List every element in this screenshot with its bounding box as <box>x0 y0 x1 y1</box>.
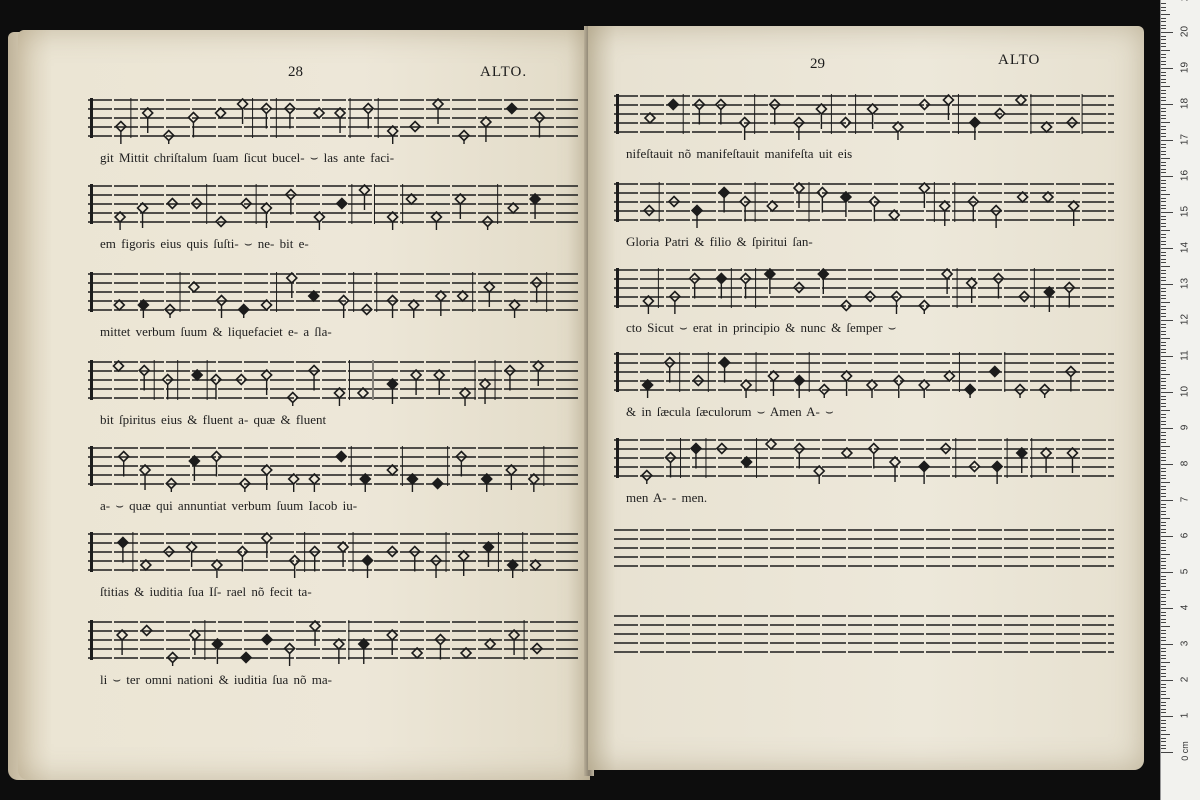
clef-bar <box>90 446 93 486</box>
ruler-tick <box>1161 43 1166 44</box>
ruler-tick <box>1161 255 1166 256</box>
ruler-tick <box>1161 432 1166 433</box>
ruler-tick <box>1161 439 1166 440</box>
ruler-tick <box>1161 565 1166 566</box>
ruler-tick <box>1161 388 1166 389</box>
clef-bar <box>616 182 619 222</box>
lyric-line: cto Sicut ⌣ erat in principio & nunc & ſemper ⌣ <box>626 320 897 335</box>
right-page-number: 29 <box>810 56 825 72</box>
ruler-tick <box>1161 568 1166 569</box>
ruler-tick <box>1161 82 1166 83</box>
ruler-tick <box>1161 558 1166 559</box>
ruler-tick <box>1161 273 1166 274</box>
ruler-number: 4 <box>1179 604 1191 611</box>
music-staff <box>88 528 578 578</box>
note-head <box>337 199 347 209</box>
ruler-number: 9 <box>1179 424 1191 431</box>
ruler-tick <box>1161 352 1166 353</box>
ruler-tick <box>1161 212 1173 213</box>
ruler-number: 17 <box>1179 133 1191 146</box>
note-head <box>118 538 128 548</box>
ruler-tick <box>1161 691 1166 692</box>
ruler-tick <box>1161 295 1166 296</box>
ruler-number: 6 <box>1179 532 1191 539</box>
ruler-tick <box>1161 644 1173 645</box>
ruler-tick <box>1161 540 1166 541</box>
ruler-tick <box>1161 223 1166 224</box>
music-staff <box>88 268 578 318</box>
ruler-tick <box>1161 370 1166 371</box>
ruler-tick <box>1161 302 1170 303</box>
ruler-tick <box>1161 324 1166 325</box>
ruler-tick <box>1161 709 1166 710</box>
ruler-tick <box>1161 676 1166 677</box>
ruler-tick <box>1161 669 1166 670</box>
ruler-tick <box>1161 104 1173 105</box>
music-staff <box>614 348 1114 398</box>
right-running-head: ALTO <box>998 52 1041 68</box>
ruler-tick <box>1161 147 1166 148</box>
ruler-tick <box>1161 151 1166 152</box>
ruler-tick <box>1161 226 1166 227</box>
ruler-tick <box>1161 327 1166 328</box>
ruler-tick <box>1161 259 1166 260</box>
ruler-tick <box>1161 378 1166 379</box>
clef-bar <box>90 184 93 224</box>
music-staff <box>88 616 578 666</box>
lyric-line: Gloria Patri & filio & ſpiritui ſan- <box>626 234 813 249</box>
ruler-tick <box>1161 187 1166 188</box>
ruler-tick <box>1161 745 1166 746</box>
ruler-tick <box>1161 57 1166 58</box>
ruler-tick <box>1161 428 1173 429</box>
ruler-tick <box>1161 360 1166 361</box>
ruler-tick <box>1161 158 1170 159</box>
lyric-line: a- ⌣ quæ qui annuntiat verbum ſuum Iacob iu- <box>100 498 358 513</box>
ruler-tick <box>1161 100 1166 101</box>
note-head <box>970 118 980 128</box>
ruler-tick <box>1161 626 1170 627</box>
ruler-tick <box>1161 504 1166 505</box>
ruler-tick <box>1161 172 1166 173</box>
ruler-tick <box>1161 460 1166 461</box>
ruler-tick <box>1161 518 1170 519</box>
ruler-tick <box>1161 208 1166 209</box>
note-head <box>990 367 1000 377</box>
clef-bar <box>90 532 93 572</box>
ruler-tick <box>1161 28 1166 29</box>
ruler-tick <box>1161 230 1170 231</box>
ruler-tick <box>1161 79 1166 80</box>
ruler-tick <box>1161 291 1166 292</box>
music-staff <box>614 264 1114 314</box>
note-head <box>719 188 729 198</box>
ruler-tick <box>1161 608 1173 609</box>
ruler-tick <box>1161 666 1166 667</box>
note-head <box>336 452 346 462</box>
ruler-tick <box>1161 435 1166 436</box>
ruler-tick <box>1161 594 1166 595</box>
lyric-line: men A- - men. <box>626 490 708 505</box>
note-head <box>239 305 249 315</box>
ruler-tick <box>1161 50 1170 51</box>
clef-bar <box>616 268 619 308</box>
note-head <box>241 653 251 663</box>
ruler-tick <box>1161 262 1166 263</box>
ruler-tick <box>1161 169 1166 170</box>
lyric-line: nifeſtauit nõ manifeſtauit manifeſta uit eis <box>626 146 853 161</box>
ruler-tick <box>1161 381 1166 382</box>
ruler-tick <box>1161 655 1166 656</box>
ruler-tick <box>1161 561 1166 562</box>
lyric-line: git Mittit chriſtalum ſuam ſicut bucel- ⌣ las ante faci- <box>100 150 395 165</box>
ruler-tick <box>1161 532 1166 533</box>
note-head <box>262 635 272 645</box>
ruler-tick <box>1161 75 1166 76</box>
ruler-tick <box>1161 54 1166 55</box>
ruler-tick <box>1161 122 1170 123</box>
ruler-tick <box>1161 219 1166 220</box>
ruler-tick <box>1161 86 1170 87</box>
ruler-tick <box>1161 748 1166 749</box>
ruler-tick <box>1161 615 1166 616</box>
ruler-tick <box>1161 453 1166 454</box>
note-head <box>720 358 730 368</box>
ruler-tick <box>1161 61 1166 62</box>
right-page <box>588 26 1144 770</box>
lyric-line: & in ſæcula ſæculorum ⌣ Amen A- ⌣ <box>626 404 834 419</box>
ruler-tick <box>1161 313 1166 314</box>
ruler-tick <box>1161 385 1166 386</box>
ruler-tick <box>1161 363 1166 364</box>
music-staff <box>88 356 578 406</box>
ruler-tick <box>1161 320 1173 321</box>
ruler-tick <box>1161 738 1166 739</box>
note-head <box>668 100 678 110</box>
lyric-line: li ⌣ ter omni nationi & iuditia ſua nõ ma- <box>100 672 332 687</box>
ruler-tick <box>1161 489 1166 490</box>
note-head <box>507 104 517 114</box>
left-running-head: ALTO. <box>480 64 528 80</box>
ruler-number: 11 <box>1179 350 1191 361</box>
ruler-tick <box>1161 284 1173 285</box>
left-page-number: 28 <box>288 64 303 80</box>
ruler-tick <box>1161 522 1166 523</box>
ruler-tick <box>1161 511 1166 512</box>
ruler-tick <box>1161 658 1166 659</box>
note-head <box>692 206 702 216</box>
ruler-tick <box>1161 705 1166 706</box>
ruler-tick <box>1161 468 1166 469</box>
ruler-tick <box>1161 72 1166 73</box>
lyric-line: ſtitias & iuditia ſua Iſ- rael nõ fecit ta- <box>100 584 312 599</box>
ruler-number: 8 <box>1179 460 1191 467</box>
ruler-tick <box>1161 723 1166 724</box>
note-head <box>691 444 701 454</box>
ruler-tick <box>1161 118 1166 119</box>
ruler-tick <box>1161 482 1170 483</box>
ruler-tick <box>1161 277 1166 278</box>
ruler-tick <box>1161 612 1166 613</box>
ruler-tick <box>1161 680 1173 681</box>
ruler-tick <box>1161 64 1166 65</box>
ruler-tick <box>1161 25 1166 26</box>
clef-bar <box>90 360 93 400</box>
ruler-tick <box>1161 554 1170 555</box>
ruler-tick <box>1161 298 1166 299</box>
ruler-unit-label: 0 cm <box>1179 741 1190 761</box>
open-book <box>8 26 1148 784</box>
ruler-number: 16 <box>1179 169 1191 182</box>
ruler-tick <box>1161 525 1166 526</box>
ruler-tick <box>1161 115 1166 116</box>
ruler-tick <box>1161 108 1166 109</box>
ruler-number: 7 <box>1179 496 1191 503</box>
ruler-tick <box>1161 583 1166 584</box>
ruler-tick <box>1161 93 1166 94</box>
ruler-tick <box>1161 334 1166 335</box>
ruler-tick <box>1161 280 1166 281</box>
ruler-tick <box>1161 734 1170 735</box>
ruler-tick <box>1161 410 1170 411</box>
ruler-tick <box>1161 597 1166 598</box>
ruler-tick <box>1161 190 1166 191</box>
ruler-tick <box>1161 414 1166 415</box>
ruler-tick <box>1161 237 1166 238</box>
music-staff <box>88 442 578 492</box>
ruler-tick <box>1161 162 1166 163</box>
ruler-number: 18 <box>1179 97 1191 110</box>
measuring-ruler <box>1160 0 1200 800</box>
ruler-number: 12 <box>1179 313 1191 326</box>
ruler-number: 13 <box>1179 277 1191 290</box>
ruler-tick <box>1161 514 1166 515</box>
ruler-tick <box>1161 97 1166 98</box>
ruler-tick <box>1161 543 1166 544</box>
ruler-tick <box>1161 21 1166 22</box>
ruler-tick <box>1161 579 1166 580</box>
ruler-number: 5 <box>1179 568 1191 575</box>
ruler-tick <box>1161 216 1166 217</box>
ruler-tick <box>1161 698 1170 699</box>
ruler-tick <box>1161 46 1166 47</box>
note-head <box>919 462 929 472</box>
ruler-tick <box>1161 662 1170 663</box>
ruler-tick <box>1161 694 1166 695</box>
ruler-tick <box>1161 205 1166 206</box>
ruler-tick <box>1161 140 1173 141</box>
ruler-tick <box>1161 406 1166 407</box>
ruler-tick <box>1161 374 1170 375</box>
clef-bar <box>90 272 93 312</box>
ruler-tick <box>1161 7 1166 8</box>
ruler-tick <box>1161 244 1166 245</box>
ruler-tick <box>1161 471 1166 472</box>
ruler-tick <box>1161 32 1173 33</box>
ruler-tick <box>1161 68 1173 69</box>
ruler-tick <box>1161 601 1166 602</box>
ruler-tick <box>1161 648 1166 649</box>
ruler-tick <box>1161 201 1166 202</box>
note-head <box>965 385 975 395</box>
ruler-tick <box>1161 176 1173 177</box>
ruler-tick <box>1161 716 1173 717</box>
ruler-tick <box>1161 241 1166 242</box>
ruler-tick <box>1161 399 1166 400</box>
ruler-tick <box>1161 702 1166 703</box>
clef-bar <box>90 620 93 660</box>
ruler-tick <box>1161 457 1166 458</box>
ruler-tick <box>1161 507 1166 508</box>
ruler-tick <box>1161 252 1166 253</box>
ruler-tick <box>1161 496 1166 497</box>
ruler-tick <box>1161 500 1173 501</box>
ruler-number: 2 <box>1179 676 1191 683</box>
ruler-tick <box>1161 396 1166 397</box>
music-staff <box>614 610 1114 660</box>
ruler-tick <box>1161 446 1170 447</box>
ruler-tick <box>1161 39 1166 40</box>
ruler-tick <box>1161 493 1166 494</box>
ruler-number: 20 <box>1179 25 1191 38</box>
music-staff <box>88 94 578 144</box>
music-staff <box>614 434 1114 484</box>
ruler-tick <box>1161 248 1173 249</box>
note-head <box>992 462 1002 472</box>
ruler-tick <box>1161 450 1166 451</box>
ruler-tick <box>1161 18 1166 19</box>
ruler-tick <box>1161 684 1166 685</box>
ruler-tick <box>1161 637 1166 638</box>
ruler-tick <box>1161 331 1166 332</box>
ruler-tick <box>1161 475 1166 476</box>
ruler-tick <box>1161 90 1166 91</box>
note-head <box>794 376 804 386</box>
ruler-tick <box>1161 619 1166 620</box>
ruler-number: 19 <box>1179 61 1191 74</box>
ruler-tick <box>1161 194 1170 195</box>
ruler-tick <box>1161 604 1166 605</box>
ruler-tick <box>1161 478 1166 479</box>
ruler-number <box>1180 0 1191 4</box>
ruler-tick <box>1161 486 1166 487</box>
ruler-tick <box>1161 529 1166 530</box>
ruler-tick <box>1161 673 1166 674</box>
lyric-line: bit ſpiritus eius & fluent a- quæ & fluent <box>100 412 327 427</box>
note-head <box>433 479 443 489</box>
ruler-tick <box>1161 136 1166 137</box>
ruler-tick <box>1161 651 1166 652</box>
ruler-tick <box>1161 622 1166 623</box>
ruler-tick <box>1161 572 1173 573</box>
ruler-tick <box>1161 129 1166 130</box>
ruler-tick <box>1161 14 1170 15</box>
clef-bar <box>616 438 619 478</box>
lyric-line: em figoris eius quis ſuſti- ⌣ ne- bit e- <box>100 236 309 251</box>
ruler-tick <box>1161 180 1166 181</box>
ruler-tick <box>1161 727 1166 728</box>
ruler-tick <box>1161 183 1166 184</box>
ruler-tick <box>1161 234 1166 235</box>
ruler-tick <box>1161 576 1166 577</box>
ruler-tick <box>1161 640 1166 641</box>
ruler-tick <box>1161 345 1166 346</box>
ruler-tick <box>1161 126 1166 127</box>
clef-bar <box>616 94 619 134</box>
ruler-tick <box>1161 165 1166 166</box>
ruler-tick <box>1161 586 1166 587</box>
ruler-tick <box>1161 306 1166 307</box>
ruler-tick <box>1161 741 1166 742</box>
ruler-tick <box>1161 424 1166 425</box>
ruler-tick <box>1161 356 1173 357</box>
ruler-tick <box>1161 590 1170 591</box>
ruler-number: 15 <box>1179 205 1191 218</box>
ruler-tick <box>1161 687 1166 688</box>
ruler-number: 3 <box>1179 640 1191 647</box>
ruler-tick <box>1161 288 1166 289</box>
ruler-tick <box>1161 36 1166 37</box>
ruler-number: 1 <box>1179 712 1191 719</box>
ruler-tick <box>1161 712 1166 713</box>
ruler-tick <box>1161 154 1166 155</box>
ruler-tick <box>1161 392 1173 393</box>
ruler-tick <box>1161 144 1166 145</box>
ruler-tick <box>1161 720 1166 721</box>
ruler-tick <box>1161 198 1166 199</box>
ruler-tick <box>1161 464 1173 465</box>
ruler-tick <box>1161 633 1166 634</box>
ruler-tick <box>1161 730 1166 731</box>
ruler-tick <box>1161 630 1166 631</box>
ruler-tick <box>1161 3 1166 4</box>
ruler-tick <box>1161 309 1166 310</box>
ruler-tick <box>1161 367 1166 368</box>
ruler-tick <box>1161 338 1170 339</box>
ruler-tick <box>1161 547 1166 548</box>
ruler-tick <box>1161 10 1166 11</box>
note-head <box>716 274 726 284</box>
music-staff <box>88 180 578 230</box>
ruler-tick <box>1161 342 1166 343</box>
ruler-tick <box>1161 536 1173 537</box>
ruler-tick <box>1161 316 1166 317</box>
music-staff <box>614 178 1114 228</box>
ruler-number: 14 <box>1179 241 1191 254</box>
left-page <box>18 30 590 780</box>
ruler-tick <box>1161 133 1166 134</box>
ruler-tick <box>1161 349 1166 350</box>
ruler-tick <box>1161 111 1166 112</box>
ruler-tick <box>1161 421 1166 422</box>
ruler-tick <box>1161 752 1173 753</box>
music-staff <box>614 524 1114 574</box>
ruler-tick <box>1161 270 1166 271</box>
ruler-tick <box>1161 550 1166 551</box>
ruler-number: 10 <box>1179 385 1191 398</box>
note-head <box>363 556 373 566</box>
clef-bar <box>616 352 619 392</box>
clef-bar <box>90 98 93 138</box>
ruler-tick <box>1161 417 1166 418</box>
ruler-tick <box>1161 442 1166 443</box>
ruler-tick <box>1161 266 1170 267</box>
lyric-line: mittet verbum ſuum & liquefaciet e- a ſla- <box>100 324 332 339</box>
music-staff <box>614 90 1114 140</box>
ruler-tick <box>1161 403 1166 404</box>
